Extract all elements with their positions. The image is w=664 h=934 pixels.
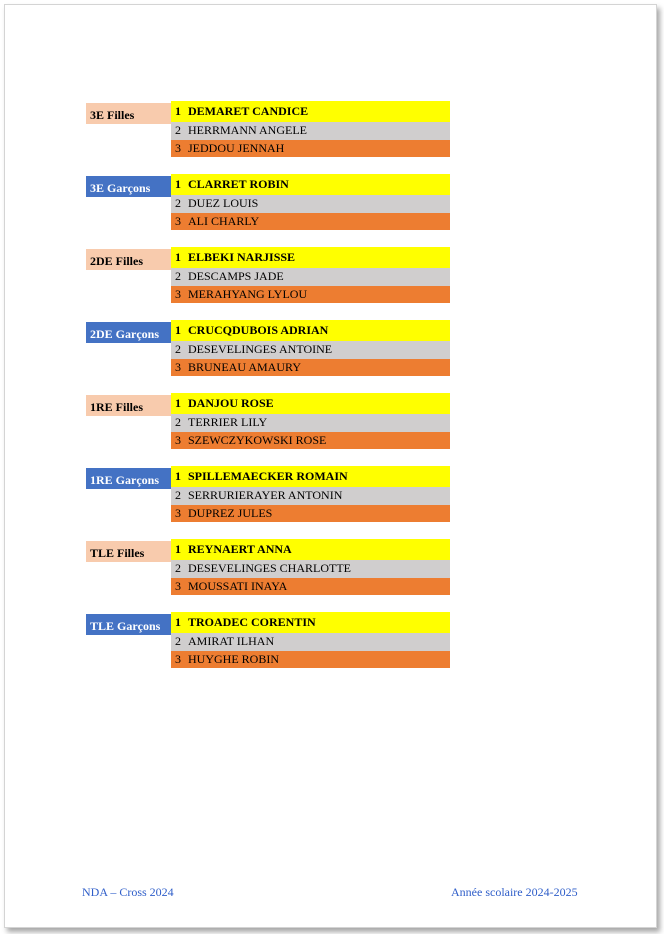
podium-row	[171, 195, 450, 213]
rank-number: 3	[175, 286, 181, 301]
podium-row	[171, 612, 450, 633]
student-name: DESCAMPS JADE	[188, 269, 284, 284]
rank-number: 3	[175, 505, 181, 520]
student-name: DUEZ LOUIS	[188, 196, 259, 211]
podium-row	[171, 122, 450, 140]
student-name: HUYGHE ROBIN	[188, 651, 279, 666]
podium-row	[171, 268, 450, 286]
category-label: TLE Garçons	[86, 614, 171, 635]
student-name: DUPREZ JULES	[188, 505, 273, 520]
student-name: DESEVELINGES CHARLOTTE	[188, 561, 351, 576]
student-name: HERRMANN ANGELE	[188, 123, 307, 138]
student-name: MOUSSATI INAYA	[188, 578, 288, 593]
podium-row	[171, 140, 450, 158]
podium-row	[171, 560, 450, 578]
rank-number: 2	[175, 561, 181, 576]
student-name: DESEVELINGES ANTOINE	[188, 342, 333, 357]
podium-row	[171, 247, 450, 268]
podium-row	[171, 414, 450, 432]
rank-number: 3	[175, 432, 181, 447]
podium-row	[171, 359, 450, 377]
podium-row	[171, 213, 450, 231]
category-group	[86, 174, 450, 230]
category-label: 1RE Garçons	[86, 468, 171, 489]
rank-number: 2	[175, 488, 181, 503]
podium-row	[171, 651, 450, 669]
rank-number: 3	[175, 213, 181, 228]
podium-row	[171, 101, 450, 122]
podium-list	[171, 539, 450, 595]
rank-number: 2	[175, 634, 181, 649]
rank-number: 2	[175, 415, 181, 430]
rank-number: 1	[175, 177, 181, 191]
rank-number: 1	[175, 250, 181, 264]
podium-list	[171, 320, 450, 376]
podium-row	[171, 466, 450, 487]
student-name: TROADEC CORENTIN	[188, 615, 316, 629]
student-name: TERRIER LILY	[188, 415, 268, 430]
podium-row	[171, 505, 450, 523]
podium-row	[171, 393, 450, 414]
podium-list	[171, 393, 450, 449]
category-group	[86, 393, 450, 449]
rank-number: 2	[175, 342, 181, 357]
category-label: 2DE Filles	[86, 249, 171, 270]
rank-number: 3	[175, 651, 181, 666]
category-label: 2DE Garçons	[86, 322, 171, 343]
rank-number: 3	[175, 140, 181, 155]
student-name: AMIRAT ILHAN	[188, 634, 275, 649]
podium-row	[171, 174, 450, 195]
student-name: REYNAERT ANNA	[188, 542, 292, 556]
footer-right: Année scolaire 2024-2025	[451, 885, 578, 899]
student-name: DEMARET CANDICE	[188, 104, 309, 118]
rank-number: 1	[175, 396, 181, 410]
category-group	[86, 320, 450, 376]
podium-row	[171, 320, 450, 341]
rank-number: 1	[175, 542, 181, 556]
category-group	[86, 101, 450, 157]
category-group	[86, 539, 450, 595]
student-name: MERAHYANG LYLOU	[188, 286, 308, 301]
category-label: 3E Garçons	[86, 176, 171, 197]
category-group	[86, 247, 450, 303]
category-group	[86, 466, 450, 522]
student-name: BRUNEAU AMAURY	[188, 359, 302, 374]
rank-number: 3	[175, 578, 181, 593]
rank-number: 2	[175, 269, 181, 284]
student-name: CRUCQDUBOIS ADRIAN	[188, 323, 329, 337]
student-name: SERRURIERAYER ANTONIN	[188, 488, 343, 503]
category-label: 1RE Filles	[86, 395, 171, 416]
podium-row	[171, 578, 450, 596]
podium-row	[171, 341, 450, 359]
category-label: 3E Filles	[86, 103, 171, 124]
category-group	[86, 612, 450, 668]
student-name: ALI CHARLY	[188, 213, 260, 228]
rank-number: 2	[175, 123, 181, 138]
podium-row	[171, 286, 450, 304]
podium-row	[171, 633, 450, 651]
rank-number: 1	[175, 323, 181, 337]
podium-list	[171, 466, 450, 522]
rank-number: 1	[175, 615, 181, 629]
category-label: TLE Filles	[86, 541, 171, 562]
rank-number: 1	[175, 104, 181, 118]
podium-list	[171, 247, 450, 303]
student-name: SPILLEMAECKER ROMAIN	[188, 469, 348, 483]
results-table	[86, 101, 450, 685]
student-name: SZEWCZYKOWSKI ROSE	[188, 432, 327, 447]
student-name: DANJOU ROSE	[188, 396, 274, 410]
student-name: JEDDOU JENNAH	[188, 140, 285, 155]
podium-list	[171, 612, 450, 668]
podium-row	[171, 432, 450, 450]
podium-row	[171, 539, 450, 560]
podium-list	[171, 101, 450, 157]
rank-number: 3	[175, 359, 181, 374]
student-name: CLARRET ROBIN	[188, 177, 289, 191]
student-name: ELBEKI NARJISSE	[188, 250, 296, 264]
document-page	[4, 4, 657, 928]
rank-number: 1	[175, 469, 181, 483]
podium-row	[171, 487, 450, 505]
podium-list	[171, 174, 450, 230]
rank-number: 2	[175, 196, 181, 211]
footer-left: NDA – Cross 2024	[82, 885, 174, 899]
